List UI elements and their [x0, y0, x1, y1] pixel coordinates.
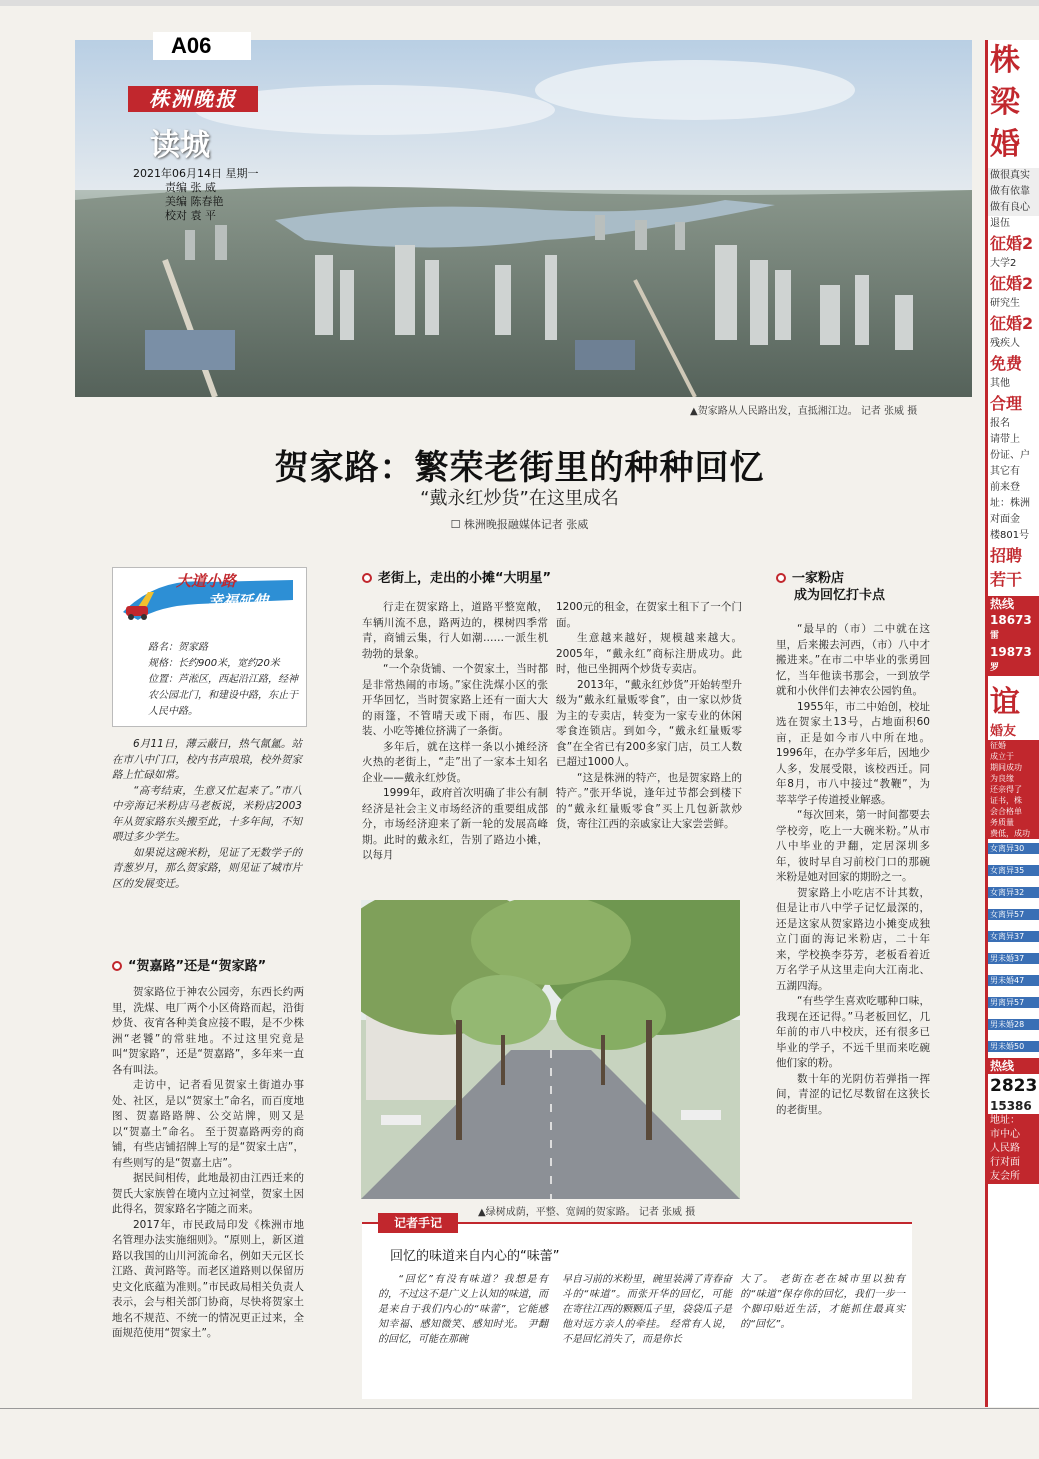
section3-body	[776, 622, 930, 1118]
section2-heading	[362, 567, 551, 586]
agency-text: 会合格单	[990, 807, 1022, 816]
agency-text: 为良缘	[990, 774, 1014, 783]
section2-paragraph: 多年后，就在这样一条以小摊经济火热的老街上，“走”出了一家本土知名企业——戴永红炒货。	[362, 740, 548, 784]
bottom-hotline-label: 热线	[988, 1058, 1039, 1074]
sidebar-item: 征婚2	[990, 274, 1034, 293]
sidebar-notice: 前来登	[990, 482, 1020, 493]
agency-text: 费低，成功	[990, 829, 1030, 838]
section2-col1	[362, 600, 548, 864]
art-editor: 美编 陈春艳	[165, 195, 224, 208]
sidebar-line: 做有良心	[990, 202, 1030, 213]
listing-text	[988, 942, 1039, 953]
section2-paragraph: “这是株洲的特产，也是贺家路上的特产。”张开华说，逢年过节都会到楼下的“戴永红量贩零食”买上几包新款炒货，寄往江西的亲戚家让大家尝尝鲜。	[556, 771, 742, 830]
sidebar-title-char: 株	[990, 43, 1020, 78]
sidebar-agency-name: 婚友	[990, 724, 1017, 739]
notes-col1	[378, 1272, 548, 1347]
article-subheadline: “戴永红炒货”在这里成名	[420, 488, 619, 509]
circle-bullet-icon	[112, 961, 122, 971]
sidebar-agency-char: 谊	[990, 685, 1020, 720]
sidebar-hotline-label: 热线	[988, 596, 1039, 612]
section1-paragraph: 走访中，记者看见贺家土街道办事处、社区，是以“贺家土”命名，而百度地图、贺嘉路路牌、公交站牌，则又是以“贺嘉土”命名。 至于贺嘉路两旁的商铺，有些店铺招牌上写的是“贺家土店”，有些则写的是“贺嘉土店”。	[112, 1079, 304, 1169]
agency-text: 证书，株	[990, 796, 1022, 805]
intro-text	[112, 737, 302, 892]
intro-paragraph: “高考结束，生意又忙起来了。”市八中旁海记米粉店马老板说，米粉店2003年从贺家路东头搬至此，十多年间，不知喂过多少学生。	[112, 784, 302, 843]
section1-paragraph: 贺家路位于神农公园旁，东西长约两里，洗煤、电厂两个小区倚路而起，沿街炒货、夜宵各种美食应接不暇，是不少株洲“老饕”的常驻地。不过这里究竟是叫“贺家路”，还是“贺嘉路”，多年来一直各有叫法。	[112, 986, 304, 1076]
sidebar-recruit: 招聘	[990, 546, 1023, 565]
sidebar-notice: 址：株洲	[990, 498, 1030, 509]
listing-text	[988, 1030, 1039, 1041]
agency-text: 成立于	[990, 752, 1014, 761]
street-photo-caption: ▲绿树成荫，平整、宽阔的贺家路。 记者 张威 摄	[478, 1207, 696, 1218]
page-number: A06	[153, 32, 251, 60]
sidebar-item: 研究生	[990, 298, 1020, 309]
section2-title: 老街上，走出的小摊“大明星”	[378, 571, 552, 586]
section3-paragraph: “每次回来，第一时间都要去学校旁，吃上一大碗米粉。”从市八中毕业的尹翻，定居深圳多年，彼时早自习前校门口的那碗米粉是她对回家的期盼之一。	[776, 809, 930, 883]
listing-tag: 女离异32	[988, 887, 1039, 898]
listing-text	[988, 876, 1039, 887]
section3-paragraph: “最早的（市）二中就在这里，后来搬去河西，（市）八中才搬进来。”在市二中毕业的张勇回忆，当年他读书那会，一到放学就和小伙伴们去神农公园钓鱼。	[776, 623, 930, 697]
section2-paragraph: 生意越来越好，规模越来越大。2005年，“戴永红”商标注册成功。此时，他已坐拥两个炒货专卖店。	[556, 632, 742, 675]
section1-heading	[112, 955, 266, 974]
sidebar-item: 退伍	[990, 218, 1010, 229]
sidebar-title-char: 婚	[990, 127, 1020, 162]
road-location: 位置：芦淞区，西起沿江路，经神农公园北门，和建设中路，东止于人民中路。	[148, 674, 298, 717]
address-line: 友会所	[990, 1171, 1020, 1182]
listing-tag: 男未婚28	[988, 1019, 1039, 1030]
intro-paragraph: 6月11日，薄云蔽日，热气氤氲。站在市八中门口，校内书声琅琅，校外贺家路上忙碌如常。	[112, 738, 302, 781]
notes-paragraph: 大了。 老街在老在城市里以独有的“味道”保存你的回忆，我们一步一个脚印贴近生活，才能抓住最真实的“回忆”。	[740, 1274, 905, 1330]
road-name: 路名：贺家路	[148, 642, 208, 653]
notes-col3	[740, 1272, 905, 1332]
sidebar-notice: 楼801号	[990, 530, 1030, 541]
section3-paragraph: “有些学生喜欢吃哪种口味，我现在还记得。”马老板回忆，几年前的市八中校庆，还有很多已毕业的学子，不远千里而来吃碗他们家的粉。	[776, 995, 930, 1069]
listing-text	[988, 920, 1039, 931]
logo-line2: 幸福延伸	[208, 592, 269, 610]
notes-paragraph: 早自习前的米粉里，碗里装满了青春奋斗的“味道”。而张开华的回忆，可能在寄往江西的颗颗瓜子里，袋袋瓜子是他对远方亲人的牵挂。 经常有人说，不是回忆消失了，而是你长	[562, 1274, 732, 1345]
sidebar-item: 合理	[990, 394, 1023, 413]
byline-text: 株洲晚报融媒体记者 张威	[463, 518, 589, 531]
listing-text	[988, 898, 1039, 909]
top-border	[0, 0, 1039, 6]
reporter-notes-tag: 记者手记	[378, 1213, 458, 1233]
notes-paragraph: “回忆”有没有味道？我想是有的，不过这不是广义上认知的味道，而是来自于我们内心的“味蕾”，它能感知幸福、感知微笑、感知时光。 尹翻的回忆，可能在那碗	[378, 1274, 548, 1345]
sidebar-item: 征婚2	[990, 234, 1034, 253]
section3-title-line2: 成为回忆打卡点	[794, 588, 886, 603]
reporter-notes-title: 回忆的味道来自内心的“味蕾”	[390, 1249, 560, 1264]
agency-text: 征婚	[990, 741, 1006, 750]
masthead-logo: 株洲晚报	[128, 86, 258, 112]
address-line: 行对面	[990, 1157, 1020, 1168]
section1-title: “贺嘉路”还是“贺家路”	[128, 959, 267, 974]
address-line: 地址：	[990, 1115, 1020, 1126]
sidebar-item: 免费	[990, 354, 1023, 373]
listing-tag: 男未婚37	[988, 953, 1039, 964]
listing-text	[988, 1008, 1039, 1019]
sidebar-phone: 雷	[988, 628, 1039, 644]
intro-paragraph: 如果说这碗米粉，见证了无数学子的青葱岁月，那么贺家路，则见证了城市片区的发展变迁。	[112, 846, 302, 890]
listing-text	[988, 986, 1039, 997]
street-photo	[361, 900, 740, 1199]
sidebar-line: 做很真实	[990, 170, 1030, 181]
circle-bullet-icon	[776, 573, 786, 583]
agency-text: 务质量	[990, 818, 1014, 827]
agency-text: 还亲得了	[990, 785, 1022, 794]
sidebar-line: 做有依靠	[990, 186, 1030, 197]
notes-col2	[562, 1272, 732, 1347]
article-headline: 贺家路：繁荣老街里的种种回忆	[274, 448, 765, 488]
ad-sidebar	[985, 40, 1039, 1407]
agency-text: 期间成功	[990, 763, 1022, 772]
section2-col2	[556, 600, 742, 833]
sidebar-phone: 罗	[988, 660, 1039, 676]
sidebar-recruit: 若干	[990, 570, 1023, 589]
road-info-text	[122, 640, 300, 720]
listing-tag: 女离异37	[988, 931, 1039, 942]
logo-line1: 大道小路	[176, 572, 237, 590]
sidebar-notice: 其它有	[990, 466, 1020, 477]
section3-paragraph: 贺家路上小吃店不计其数，但是让市八中学子记忆最深的，还是这家从贺家路边小摊变成独立门面的海记米粉店，二十年来，学校换李芬芳，老板看着近万名学子从这里走向大江南北、五湖四海。	[776, 886, 930, 992]
issue-date: 2021年06月14日 星期一	[133, 167, 259, 180]
address-line: 人民路	[990, 1143, 1020, 1154]
listing-text	[988, 854, 1039, 865]
issue-info	[133, 167, 259, 223]
section3-paragraph: 数十年的光阴仿若弹指一挥间，青涩的记忆尽数留在这狭长的老街里。	[776, 1072, 930, 1116]
circle-bullet-icon	[362, 573, 372, 583]
address-line: 市中心	[990, 1129, 1020, 1140]
listing-tag: 女离异30	[988, 843, 1039, 854]
section1-body	[112, 985, 304, 1342]
proofreader: 校对 袁 平	[165, 209, 216, 222]
listing-tag: 女离异57	[988, 909, 1039, 920]
section-title: 读城	[150, 128, 210, 163]
sidebar-notice: 份证、户	[990, 450, 1030, 461]
section3-heading	[776, 570, 885, 604]
section1-paragraph: 据民间相传，此地最初由江西迁来的贺氏大家族曾在境内立过祠堂，贺家土因此得名，贺家路名字随之而来。	[112, 1172, 304, 1215]
road-spec: 规格：长约900米，宽约20米	[148, 658, 280, 669]
bottom-border	[0, 1408, 1039, 1409]
section2-paragraph: 2013年，“戴永红炒货”开始转型升级为“戴永红量贩零食”，由一家以炒货为主的专卖店，转变为一家专业的休闲零食连锁店。到如今，“戴永红量贩零食”在全省已有200多家门店，员工人数已超过1000人。	[556, 678, 742, 768]
editor: 责编 张 威	[165, 181, 216, 194]
sidebar-notice: 请带上	[990, 434, 1020, 445]
sidebar-phone: 19873	[988, 644, 1039, 660]
section2-paragraph: “一个杂货铺、一个贺家土，当时都是非常热闹的市场。”家住洗煤小区的张开华回忆，当时贺家路上还有一面大大的雨篷，不管晴天或下雨，布匹、服装、小吃等摊位挤满了一条街。	[362, 663, 548, 737]
sidebar-item: 残疾人	[990, 338, 1020, 349]
article-byline	[0, 516, 1039, 532]
sidebar-notice: 报名	[990, 418, 1010, 429]
listing-tag: 男离异57	[988, 997, 1039, 1008]
listing-tag: 男未婚47	[988, 975, 1039, 986]
sidebar-notice: 对面金	[990, 514, 1020, 525]
section3-title-line1: 一家粉店	[792, 571, 845, 586]
listing-text	[988, 964, 1039, 975]
section2-paragraph: 1999年，政府首次明确了非公有制经济是社会主义市场经济的重要组成部分，市场经济迎来了新一轮的发展高峰期。此时的戴永红，告别了路边小摊，以每月	[362, 787, 548, 861]
sidebar-item: 其他	[990, 378, 1010, 389]
section3-paragraph: 1955年，市二中始创，校址选在贺家土13号，占地面积60亩，正是如今市八中所在地。1996年，在办学多年后，因地少人多，发展受限，该校西迁。同年8月，市八中接过“教鞭”，为莘莘学子传道授业解惑。	[776, 700, 930, 806]
byline-box-icon: ☐	[450, 518, 464, 531]
sidebar-item: 大学2	[990, 258, 1017, 269]
section2-paragraph: 行走在贺家路上，道路平整宽敞，车辆川流不息，路两边的，棵树四季常青，商铺云集，行人如潮……一派生机勃勃的景象。	[362, 601, 548, 660]
bottom-phone: 2823	[990, 1076, 1038, 1096]
sidebar-phone: 18673	[988, 612, 1039, 628]
bottom-mobile: 15386	[990, 1099, 1032, 1113]
listing-tag: 女离异35	[988, 865, 1039, 876]
section2-paragraph: 1200元的租金，在贺家土租下了一个门面。	[556, 601, 742, 629]
sidebar-item: 征婚2	[990, 314, 1034, 333]
listing-tag: 男未婚50	[988, 1041, 1039, 1052]
section1-paragraph: 2017年，市民政局印发《株洲市地名管理办法实施细则》。“原则上，新区道路以我国的山川河流命名，例如天元区长江路、黄河路等。而老区道路则以保留历史文化底蕴为准则。”市民政局相关负责人表示，会与相关部门协商，尽快将贺家土地名不规范、不统一的情况更正过来，全面规范使用“贺家土”。	[112, 1218, 304, 1339]
sidebar-title-char: 梁	[990, 85, 1020, 120]
top-photo-caption: ▲贺家路从人民路出发，直抵湘江边。 记者 张威 摄	[690, 406, 918, 417]
